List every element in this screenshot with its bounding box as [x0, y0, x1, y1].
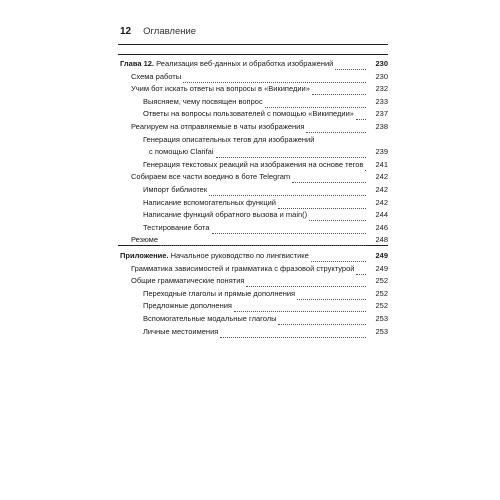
toc-entry-title: Генерация текстовых реакций на изображения на основе тегов — [143, 159, 364, 169]
toc-entry-title: Импорт библиотек — [143, 185, 208, 194]
toc-entry — [0, 83, 500, 95]
leader-dots — [265, 99, 366, 108]
toc-page-number: 252 — [375, 288, 388, 298]
toc-entry-title — [120, 58, 333, 70]
toc-entry-title: Вспомогательные модальные глаголы — [143, 314, 277, 323]
leader-dots — [234, 303, 366, 312]
toc-page-number: 249 — [375, 263, 388, 273]
toc-entry — [0, 209, 500, 221]
toc-chapter-label: Глава 12. — [120, 59, 155, 68]
toc-entry — [0, 313, 500, 325]
toc-page-number: 241 — [375, 159, 388, 169]
running-title: Оглавление — [143, 26, 197, 37]
toc-entry-title: Предложные дополнения — [143, 301, 232, 311]
leader-dots — [246, 278, 366, 287]
toc-entry-title: Тестирование бота — [143, 222, 210, 232]
toc-page-number: 232 — [375, 84, 388, 94]
toc-entry-title: Учим бот искать ответы на вопросы в «Википедии» — [131, 84, 310, 94]
toc-entry-title: Грамматика зависимостей и грамматика с фразовой структурой — [131, 263, 355, 273]
leader-dots — [335, 61, 366, 70]
leader-dots — [209, 187, 366, 196]
toc-page-number: 253 — [375, 326, 388, 336]
toc-entry-title: Общие грамматические понятия — [131, 276, 245, 286]
toc-page-number: 252 — [375, 301, 388, 311]
toc-entry — [0, 250, 500, 262]
toc-page-number: 249 — [375, 251, 388, 260]
toc-page-number: 230 — [375, 71, 388, 81]
toc-entry-title: Выясняем, чему посвящен вопрос — [143, 96, 263, 106]
toc-entry-title — [120, 250, 309, 262]
toc-entry-title: Собираем все части воедино в боте Telegram — [131, 172, 291, 182]
toc-entry-title-continued: с помощью Clarifai — [149, 147, 214, 157]
leader-dots — [292, 174, 366, 183]
toc-entry-title: Ответы на вопросы пользователей с помощью «Википедии» — [143, 109, 354, 119]
toc-entry-title: Схема работы — [131, 71, 182, 81]
toc-entry — [0, 197, 500, 209]
toc-entry — [0, 121, 500, 133]
section-divider — [118, 54, 388, 55]
toc-entry — [0, 146, 500, 158]
toc-page-number: 239 — [375, 147, 388, 157]
toc-page-number: 230 — [375, 59, 388, 68]
leader-dots — [312, 86, 366, 95]
leader-dots — [220, 329, 366, 338]
toc-page-number: 252 — [375, 276, 388, 286]
header-rule — [118, 44, 388, 45]
toc-page-number: 237 — [375, 109, 388, 119]
leader-dots — [216, 149, 366, 158]
leader-dots — [278, 316, 366, 325]
running-head — [120, 26, 388, 37]
toc-entry-title: Написание функций обратного вызова и main() — [143, 210, 308, 220]
toc-page-number: 242 — [375, 197, 388, 207]
toc-page-number: 238 — [375, 122, 388, 131]
toc-entry-title: Написание вспомогательных функций — [143, 197, 276, 207]
toc-entry — [0, 134, 500, 146]
toc-page-number: 253 — [375, 314, 388, 323]
toc-entry — [0, 108, 500, 120]
toc-entry — [0, 58, 500, 70]
leader-dots — [278, 200, 366, 209]
leader-dots — [309, 212, 366, 221]
leader-dots — [311, 253, 366, 262]
toc-page-number: 248 — [375, 235, 388, 245]
leader-dots — [297, 291, 366, 300]
toc-entry — [0, 159, 500, 171]
toc-entry — [0, 300, 500, 312]
toc-page-number: 246 — [375, 222, 388, 232]
toc-page-number: 233 — [375, 96, 388, 106]
toc-chapter-title: Реализация веб-данных и обработка изображений — [154, 59, 334, 68]
toc-entry — [0, 71, 500, 83]
toc-entry — [0, 234, 500, 246]
toc-entry — [0, 326, 500, 338]
leader-dots — [183, 74, 366, 83]
toc-entry — [0, 263, 500, 275]
toc-entry — [0, 96, 500, 108]
toc-entry — [0, 222, 500, 234]
toc-entry-title: Личные местоимения — [143, 326, 219, 336]
page-number: 12 — [120, 26, 132, 37]
toc-entry — [0, 171, 500, 183]
toc-page-number: 242 — [375, 185, 388, 194]
toc-chapter-title: Начальное руководство по лингвистике — [168, 251, 309, 260]
leader-dots — [306, 124, 366, 133]
toc-page-number: 244 — [375, 210, 388, 220]
leader-dots — [160, 237, 366, 246]
toc-entry — [0, 288, 500, 300]
toc-entry — [0, 275, 500, 287]
toc-entry-title: Генерация описательных тегов для изображений — [143, 134, 315, 144]
toc-page-number: 242 — [375, 172, 388, 182]
toc-entry-title: Переходные глаголы и прямые дополнения — [143, 288, 296, 298]
toc-entry-title: Реагируем на отправляемые в чаты изображения — [131, 122, 305, 131]
toc-entry-title: Резюме — [131, 235, 158, 245]
leader-dots — [212, 225, 366, 234]
toc-entry — [0, 184, 500, 196]
toc-chapter-label: Приложение. — [120, 251, 169, 260]
